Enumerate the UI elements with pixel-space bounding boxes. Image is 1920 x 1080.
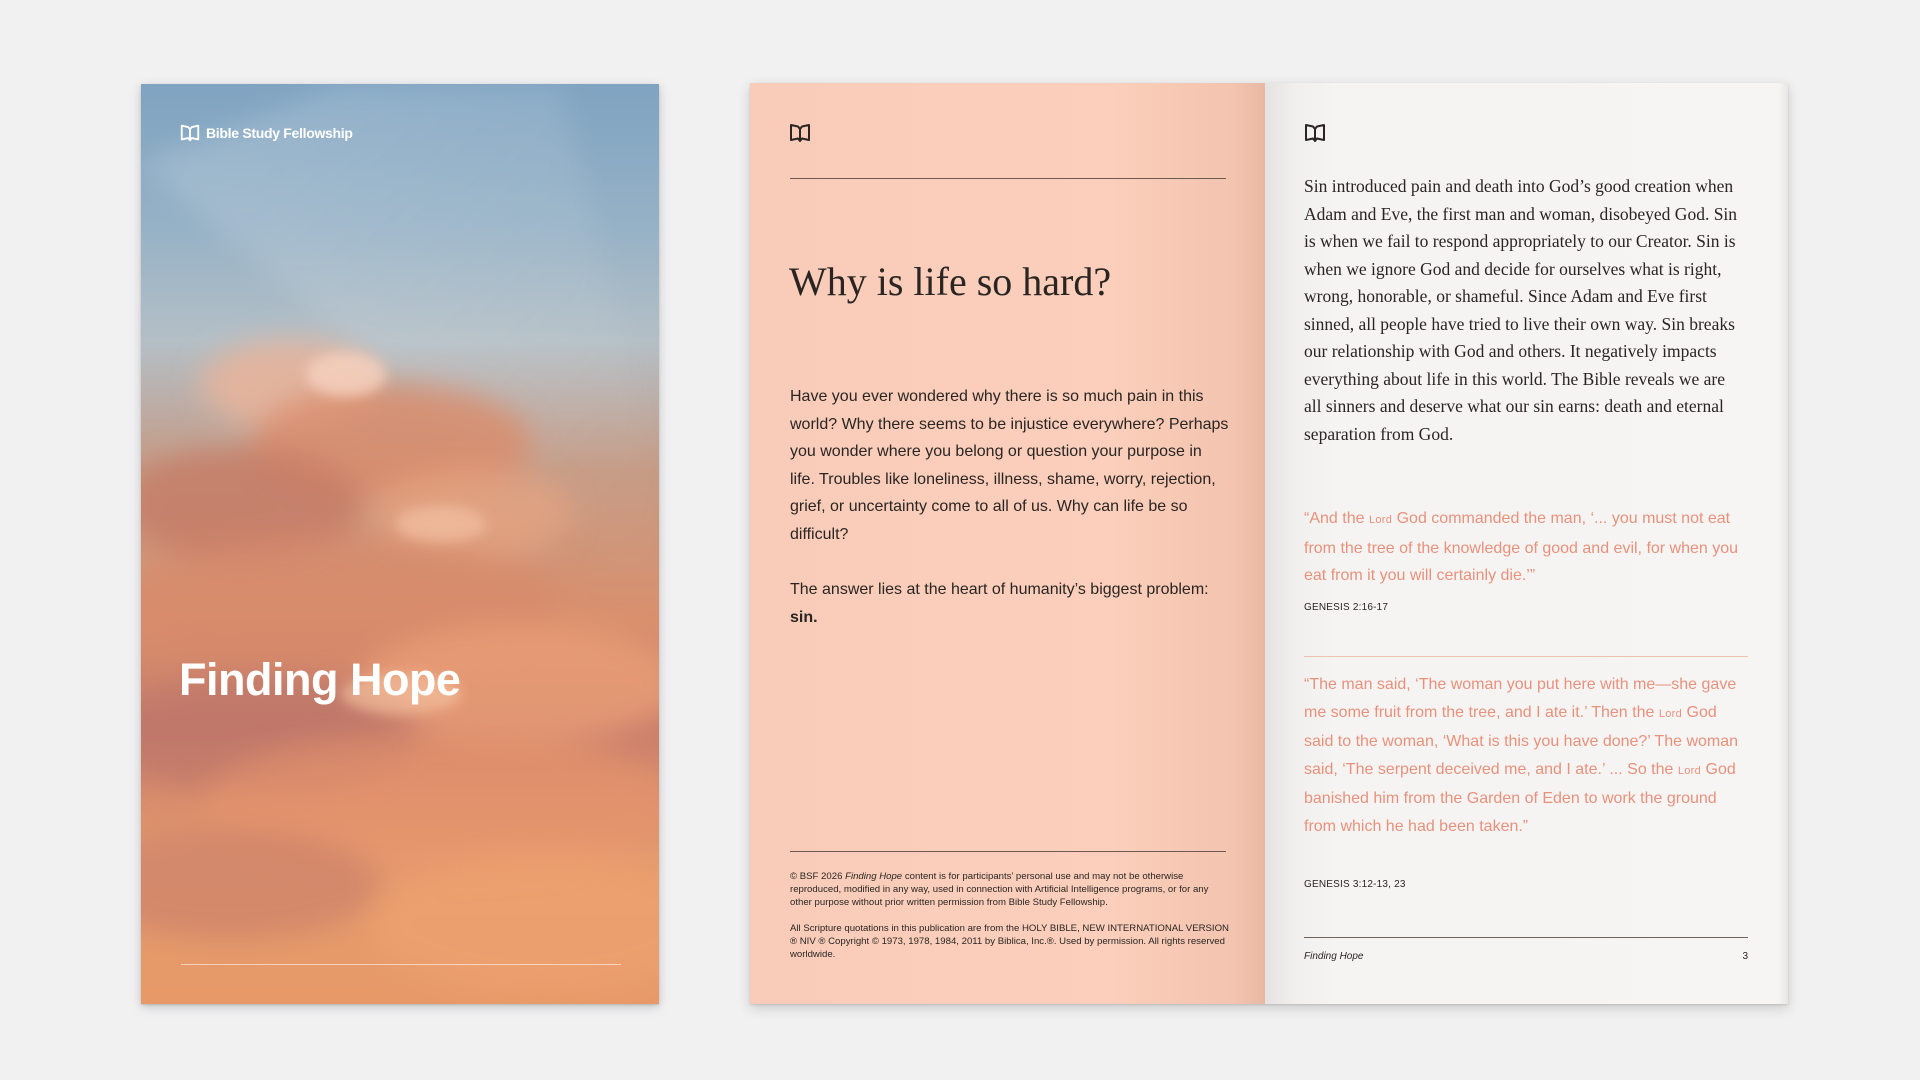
sin-explanation: Sin introduced pain and death into God’s good creation when Adam and Eve, the first man and woman, disobeyed God. Sin is when we fail to respond appropriately to our Creator. Sin is when we ignore God and decide for ourselves what is right, wrong, honorable, or shameful. Since Adam and Eve first sinned, all people have tried to live their own way. Sin breaks our relationship with God and others. It negatively impacts everything about life in this world. The Bible reveals we are all sinners and deserve what our sin earns: death and eternal separation from God. [1304, 176, 1738, 444]
quote-lord: Lord [1658, 707, 1683, 720]
scripture-reference-2: GENESIS 3:12-13, 23 [1304, 879, 1406, 890]
copyright-paragraph [790, 870, 1230, 909]
copyright-title: Finding Hope [845, 871, 903, 882]
quote-divider [1304, 656, 1748, 657]
quote-text: God banished him from the Garden of Eden to work the ground from which he had been taken.” [1304, 760, 1736, 835]
answer-emphasis: sin. [790, 608, 818, 626]
quote-text: God commanded the man, ‘... you must not eat from the tree of the knowledge of good and evil, for when you eat from it you will certainly die.’” [1304, 510, 1739, 584]
booklet-cover [141, 84, 659, 1004]
scripture-permission: All Scripture quotations in this publication are from the HOLY BIBLE, NEW INTERNATIONAL VERSION ® NIV ® Copyright © 1973, 1978, 1984, 2011 by Biblica, Inc.®. Used by permission. All rights reserved worldwide. [790, 923, 1229, 960]
answer-lead: The answer lies at the heart of humanity’s biggest problem: [790, 581, 1209, 598]
cloud-sky-image [141, 84, 659, 1004]
scripture-quote-1 [1304, 505, 1749, 590]
quote-text: “And the [1304, 510, 1369, 527]
answer-paragraph [790, 576, 1230, 631]
open-book-icon [179, 122, 201, 144]
cover-title: Finding Hope [179, 654, 461, 705]
footer-title: Finding Hope [1304, 951, 1364, 962]
cover-brand [179, 122, 353, 144]
open-book-icon [1303, 121, 1327, 145]
footer-divider [1304, 937, 1748, 938]
quote-lord: Lord [1677, 764, 1702, 777]
intro-paragraph: Have you ever wondered why there is so much pain in this world? Why there seems to be injustice everywhere? Perhaps you wonder where you belong or question your purpose in life. Troubles like loneliness, illness, shame, worry, rejection, grief, or uncertainty come to all of us. Why can life be so difficult? [790, 388, 1229, 543]
open-book-icon [788, 121, 812, 145]
page-number: 3 [1742, 951, 1748, 962]
cover-divider [181, 964, 621, 965]
header-divider [790, 178, 1226, 179]
quote-text: “The man said, ‘The woman you put here with me—she gave me some fruit from the tree, and I ate it.’ Then the [1304, 676, 1737, 721]
quote-text: God said to the woman, ‘What is this you have done?’ The woman said, ‘The serpent deceived me, and I ate.’ ... So the [1304, 703, 1739, 778]
right-page [1265, 83, 1788, 1004]
page-heading: Why is life so hard? [789, 259, 1112, 304]
intro-text [790, 383, 1230, 631]
open-booklet-spread [750, 83, 1788, 1004]
quote-lord: Lord [1368, 514, 1393, 526]
footer-divider [790, 851, 1226, 852]
brand-name: Bible Study Fellowship [206, 125, 353, 141]
copyright-text: content is for participants’ personal use and may not be otherwise reproduced, modified in any way, used in connection with Artificial Intelligence programs, or for any other purpose without prior written permission from Bible Study Fellowship. [790, 871, 1209, 908]
scripture-reference-1: GENESIS 2:16-17 [1304, 602, 1389, 613]
left-page [750, 83, 1265, 1004]
copyright-prefix: © BSF 2026 [790, 871, 846, 882]
scripture-quote-2 [1304, 671, 1749, 840]
copyright-notice [790, 870, 1230, 961]
